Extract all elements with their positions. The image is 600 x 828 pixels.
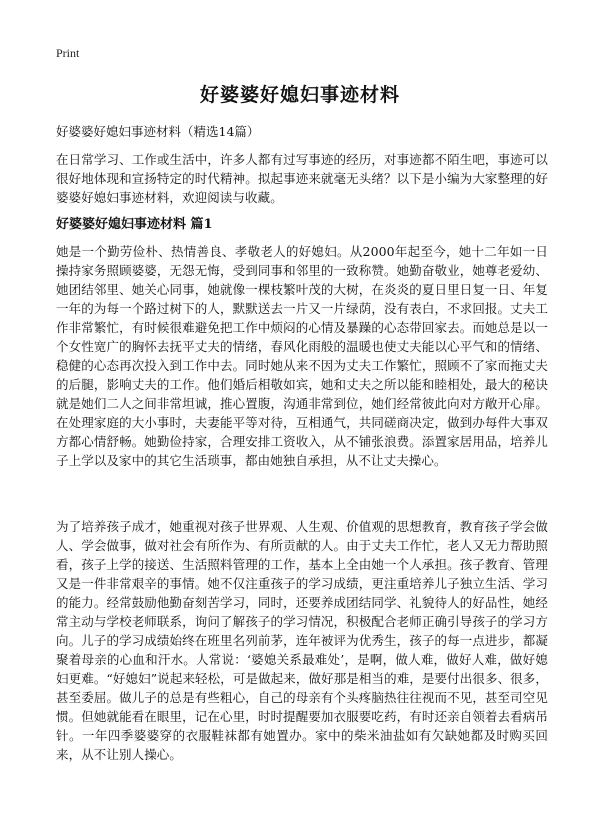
- section-heading: 好婆婆好媳妇事迹材料 篇1: [56, 217, 213, 232]
- page-title: 好婆婆好媳妇事迹材料: [199, 84, 400, 106]
- body-paragraph-1: 她是一个勤劳俭朴、热情善良、孝敬老人的好媳妇。从2000年起至今，她十二年如一日操持家务照顾婆婆，无怨无悔，受到同事和邻里的一致称赞。她勤奋敬业，她尊老爱幼、她团结邻里、她关心同事，她就像一棵枝繁叶茂的大树，在炎炎的夏日里日复一日、年复一年的为每一个路过树下的人，默默送去一片又一片绿荫，没有表白，不求回报。丈夫工作非常繁忙，有时候很难避免把工作中烦闷的心情及暴躁的心态带回家去。而她总是以一个女性宽广的胸怀去抚平丈夫的情绪，春风化雨般的温暖也使丈夫能以心平气和的情绪、稳健的心态再次投入到工作中去。同时她从来不因为丈夫工作繁忙，照顾不了家而拖丈夫的后腿，影响丈夫的工作。他们婚后相敬如宾，她和丈夫之所以能和睦相处，最大的秘诀就是她们二人之间非常坦诚，推心置腹，沟通非常到位，她们经常彼此向对方敞开心扉。在处理家庭的大小事时，夫妻能平等对待，互相通气，共同磋商决定，做到办每件大事双方都心情舒畅。她勤俭持家，合理安排工资收入，从不铺张浪费。添置家居用品，培养儿子上学以及家中的其它生活琐事，都由她独自承担，从不让丈夫操心。: [56, 244, 548, 468]
- print-link[interactable]: Print: [56, 46, 80, 60]
- intro-paragraph: 在日常学习、工作或生活中，许多人都有过写事迹的经历，对事迹都不陌生吧，事迹可以很好地体现和宣扬特定的时代精神。拟起事迹来就毫无头绪？以下是小编为大家整理的好婆婆好媳妇事迹材料，欢迎阅读与收藏。: [56, 152, 548, 205]
- body-paragraph-2: 为了培养孩子成才，她重视对孩子世界观、人生观、价值观的思想教育，教育孩子学会做人、学会做事，做对社会有所作为、有所贡献的人。由于丈夫工作忙，老人又无力帮助照看，孩子上学的接送、生活照料管理的工作，基本上全由她一个人承担。孩子教育、管理又是一件非常艰辛的事情。她不仅注重孩子的学习成绩，更注重培养儿子独立生活、学习的能力。经常鼓励他勤奋刻苦学习，同时，还要养成团结同学、礼貌待人的好品性，她经常主动与学校老师联系，询问了解孩子的学习情况，积极配合老师正确引导孩子的学习方向。儿子的学习成绩始终在班里名列前茅，连年被评为优秀生，孩子的每一点进步，都凝聚着母亲的心血和汗水。人常说：‘婆媳关系最难处’，是啊，做人难，做好人难，做好媳妇更难。“好媳妇”说起来轻松，可是做起来，做好那是相当的难，是要付出很多、很多，甚至委屈。做儿子的总是有些粗心，自己的母亲有个头疼脑热往往视而不见，甚至司空见惯。但她就能看在眼里，记在心里，时时提醒要加衣服要吃药，有时还亲自领着去看病吊针。一年四季婆婆穿的衣服鞋袜都有她置办。家中的柴米油盐如有欠缺她都及时购买回来，从不让别人操心。: [56, 519, 548, 762]
- document-subtitle: 好婆婆好媳妇事迹材料（精选14篇）: [56, 124, 260, 139]
